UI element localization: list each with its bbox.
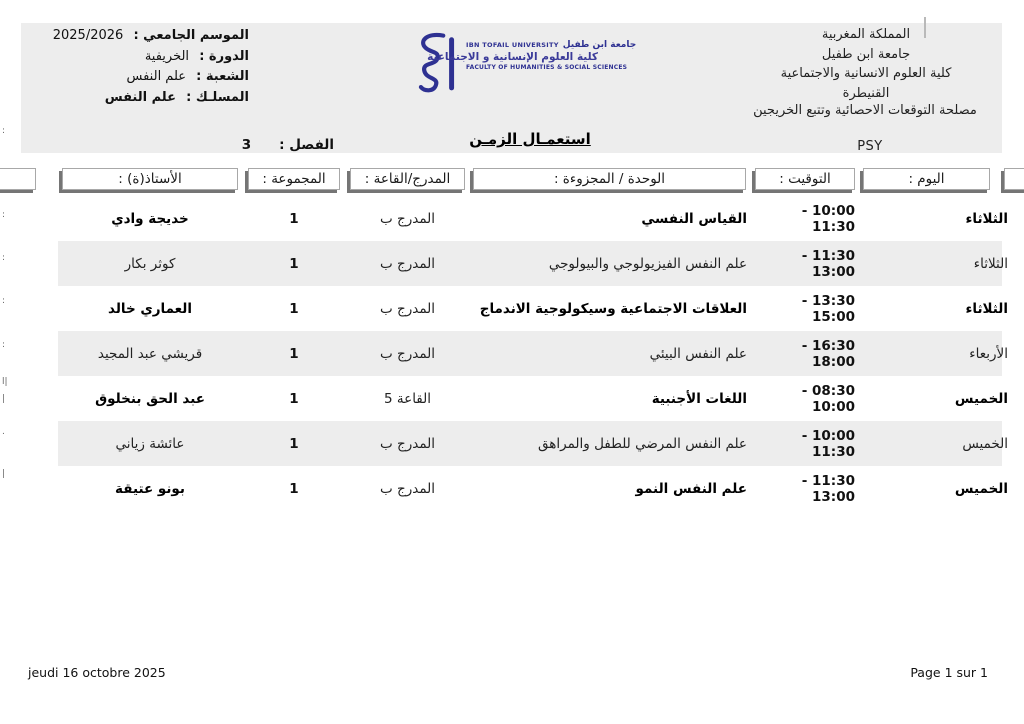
table-header-cutoff-left: [0, 168, 36, 190]
cell-time: 08:30 - 10:00: [801, 382, 855, 415]
org-block: [736, 25, 996, 103]
cell-unit: اللغات الأجنبية: [651, 390, 747, 407]
cell-time: 10:00 - 11:30: [801, 202, 855, 235]
session-label: الدورة :: [199, 48, 249, 64]
cell-room: المدرج ب: [380, 210, 435, 227]
table-header-teacher: الأستاذ(ة) :: [62, 168, 238, 190]
logo-line2: كلية العلوم الإنسانية و الاجتماعية: [427, 51, 598, 63]
cell-day: الخميس: [954, 390, 1008, 407]
org-kingdom: المملكة المغربية: [821, 27, 911, 42]
cell-time: 11:30 - 13:00: [801, 472, 855, 505]
cutoff-line-fragment: [924, 17, 926, 38]
meta-session: [30, 47, 249, 68]
logo-text: [427, 29, 637, 71]
cell-unit: علم النفس المرضي للطفل والمراهق: [538, 435, 747, 452]
meta-branch: [30, 67, 249, 88]
cell-unit: علم النفس البيئي: [649, 345, 747, 362]
table-row: [0, 286, 1024, 331]
cell-unit: القياس النفسي: [641, 210, 747, 227]
cell-time: 16:30 - 18:00: [801, 337, 855, 370]
cell-room: القاعة 5: [384, 390, 431, 407]
branch-value: علم النفس: [126, 69, 187, 84]
cell-time: 11:30 - 13:00: [801, 247, 855, 280]
cell-teacher: كوثر بكار: [124, 255, 176, 272]
cutoff-glyph-fragment: :: [2, 126, 6, 136]
semester-value: 3: [241, 137, 252, 153]
track-label: المسلـك :: [186, 89, 249, 105]
table-header-day: اليوم :: [863, 168, 990, 190]
cell-day: الأربعاء: [969, 345, 1008, 362]
meta-season: [30, 26, 249, 47]
cell-teacher: بونو عتيقة: [115, 480, 185, 497]
logo-line3: FACULTY OF HUMANITIES & SOCIAL SCIENCES: [466, 64, 628, 71]
table-row: [0, 466, 1024, 511]
cutoff-glyph-fragment: |: [2, 469, 6, 479]
logo-calligraphy-icon: [410, 29, 460, 101]
table-header-time: التوقيت :: [755, 168, 855, 190]
cell-group: 1: [289, 345, 299, 362]
cell-group: 1: [289, 435, 299, 452]
cell-room: المدرج ب: [380, 480, 435, 497]
logo-line1: [466, 40, 637, 50]
cell-unit: علم النفس النمو: [635, 480, 747, 497]
cell-room: المدرج ب: [380, 300, 435, 317]
cutoff-glyph-fragment: :: [2, 340, 6, 350]
cell-group: 1: [289, 480, 299, 497]
table-header-group: المجموعة :: [248, 168, 340, 190]
cell-group: 1: [289, 255, 299, 272]
program-code: PSY: [857, 139, 883, 154]
table-row: [0, 331, 1024, 376]
table-row: [0, 241, 1024, 286]
cutoff-glyph-fragment: :: [2, 210, 6, 220]
cell-room: المدرج ب: [380, 255, 435, 272]
cutoff-glyph-fragment: ا|: [2, 377, 8, 387]
season-label: الموسم الجامعي :: [133, 28, 249, 43]
cell-teacher: خديجة وادي: [111, 210, 189, 227]
logo-line1-en: IBN TOFAIL UNIVERSITY: [466, 41, 559, 49]
meta-track: [30, 88, 249, 109]
cell-teacher: العماري خالد: [108, 300, 192, 317]
logo-line1-ar: جامعة ابن طفيل: [562, 40, 637, 50]
cell-group: 1: [289, 210, 299, 227]
cutoff-glyph-fragment: |: [2, 394, 6, 404]
cell-day: الخميس: [954, 480, 1008, 497]
branch-label: الشعبة :: [196, 69, 249, 84]
cell-time: 13:30 - 15:00: [801, 292, 855, 325]
season-value: 2025/2026: [52, 28, 124, 43]
semester-line: [212, 137, 334, 153]
timetable-body: [0, 196, 1024, 511]
cell-teacher: قريشي عبد المجيد: [97, 345, 203, 362]
university-logo: [410, 29, 637, 101]
cell-teacher: عبد الحق بنخلوق: [95, 390, 205, 407]
semester-label: الفصل :: [279, 137, 334, 153]
track-value: علم النفس: [104, 89, 176, 105]
table-row: [0, 421, 1024, 466]
cell-unit: العلاقات الاجتماعية وسيكولوجية الاندماج: [479, 300, 747, 317]
cutoff-glyph-fragment: :: [2, 253, 6, 263]
table-row: [0, 376, 1024, 421]
cell-room: المدرج ب: [380, 435, 435, 452]
cell-day: الخميس: [962, 435, 1008, 452]
org-service: مصلحة التوقعات الاحصائية وتتبع الخريجين: [753, 103, 977, 118]
cutoff-glyph-fragment: .: [2, 427, 5, 437]
cell-unit: علم النفس الفيزيولوجي والبيولوجي: [548, 255, 747, 272]
cell-room: المدرج ب: [380, 345, 435, 362]
table-header-cutoff-right: [1004, 168, 1024, 190]
org-faculty: كلية العلوم الانسانية والاجتماعية: [780, 66, 952, 81]
meta-block: [30, 26, 249, 108]
table-header-unit: الوحدة / المجزوءة :: [473, 168, 746, 190]
table-header-room: المدرج/القاعة :: [350, 168, 465, 190]
cell-group: 1: [289, 390, 299, 407]
document-title: استعمـال الزمـن: [469, 130, 591, 148]
cell-group: 1: [289, 300, 299, 317]
cell-teacher: عائشة زياني: [115, 435, 185, 452]
cell-day: الثلاثاء: [965, 210, 1008, 227]
org-university: جامعة ابن طفيل: [821, 46, 911, 62]
org-city: القنيطرة: [842, 85, 890, 101]
cell-day: الثلاثاء: [965, 300, 1008, 317]
footer-page-number: Page 1 sur 1: [910, 665, 988, 680]
cutoff-glyph-fragment: :: [2, 296, 6, 306]
session-value: الخريفية: [144, 48, 190, 64]
footer-date: jeudi 16 octobre 2025: [28, 665, 166, 680]
cell-time: 10:00 - 11:30: [801, 427, 855, 460]
cell-day: الثلاثاء: [973, 255, 1008, 272]
table-row: [0, 196, 1024, 241]
